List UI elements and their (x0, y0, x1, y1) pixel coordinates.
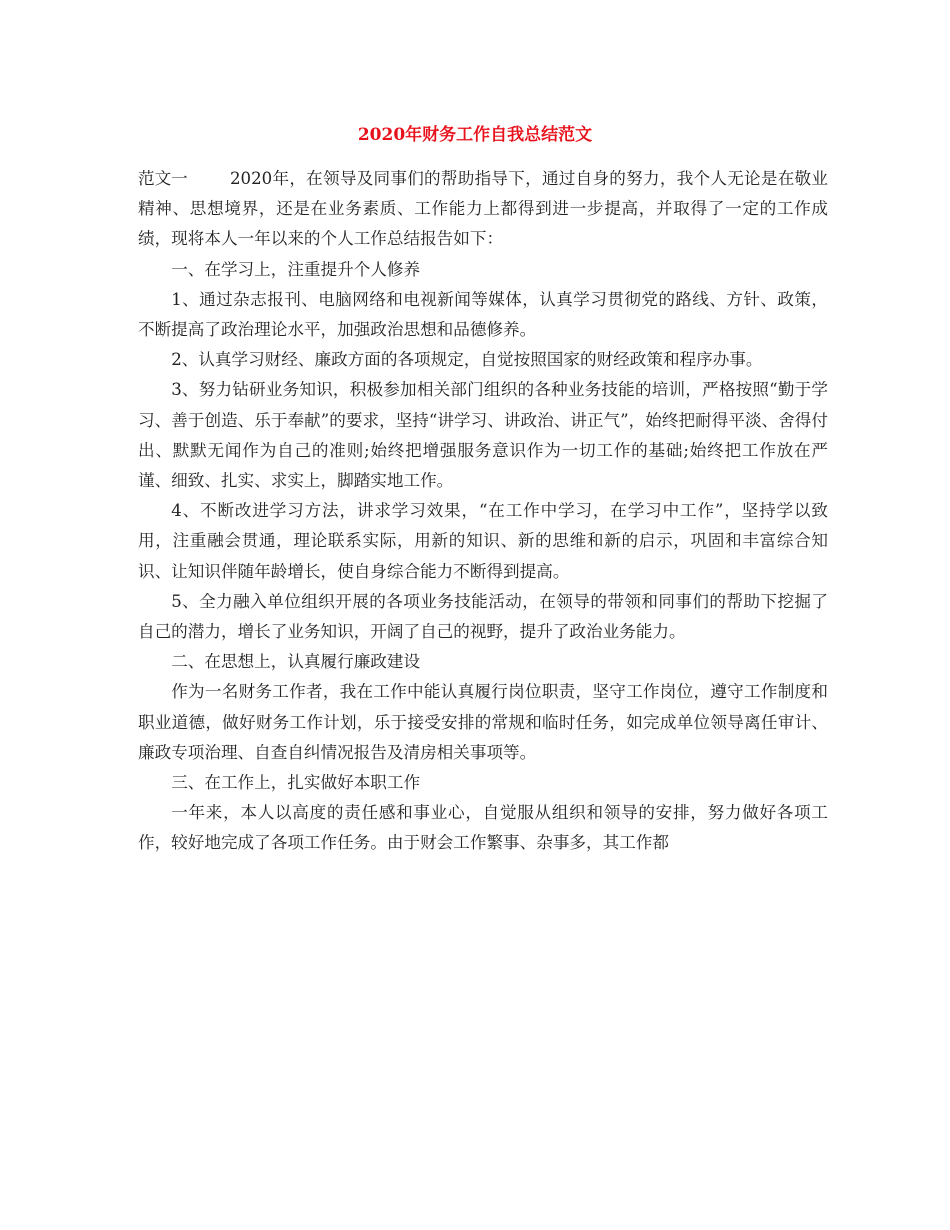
paragraph-1: 1、通过杂志报刊、电脑网络和电视新闻等媒体，认真学习贯彻党的路线、方针、政策，不断提高了政治理论水平，加强政治思想和品德修养。 (138, 289, 828, 340)
document-body (138, 164, 828, 859)
section-heading-1: 一、在学习上，注重提升个人修养 (171, 259, 421, 279)
document-title: 2020年财务工作自我总结范文 (357, 125, 593, 145)
paragraph-4: 4、不断改进学习方法，讲求学习效果，“在工作中学习，在学习中工作”，坚持学以致用，注重融会贯通，理论联系实际，用新的知识、新的思维和新的启示，巩固和丰富综合知识、让知识伴随年龄增长，使自身综合能力不断得到提高。 (138, 501, 828, 581)
intro-label: 范文一 (138, 169, 188, 188)
paragraph-3: 3、努力钻研业务知识，积极参加相关部门组织的各种业务技能的培训，严格按照“勤于学习、善于创造、乐于奉献”的要求，坚持“讲学习、讲政治、讲正气”，始终把耐得平淡、舍得付出、默默无闻作为自己的准则;始终把增强服务意识作为一切工作的基础;始终把工作放在严谨、细致、扎实、求实上，脚踏实地工作。 (138, 380, 828, 491)
section-heading-3: 三、在工作上，扎实做好本职工作 (171, 773, 421, 793)
paragraph-6: 作为一名财务工作者，我在工作中能认真履行岗位职责，坚守工作岗位，遵守工作制度和职业道德，做好财务工作计划，乐于接受安排的常规和临时任务，如完成单位领导离任审计、廉政专项治理、自查自纠情况报告及清房相关事项等。 (138, 682, 828, 762)
paragraph-5: 5、全力融入单位组织开展的各项业务技能活动，在领导的带领和同事们的帮助下挖掘了自己的潜力，增长了业务知识，开阔了自己的视野，提升了政治业务能力。 (138, 591, 828, 642)
paragraph-2: 2、认真学习财经、廉政方面的各项规定，自觉按照国家的财经政策和程序办事。 (171, 350, 763, 370)
section-heading-2: 二、在思想上，认真履行廉政建设 (171, 652, 421, 672)
intro-paragraph (138, 164, 828, 255)
paragraph-7: 一年来，本人以高度的责任感和事业心，自觉服从组织和领导的安排，努力做好各项工作，较好地完成了各项工作任务。由于财会工作繁事、杂事多，其工作都 (138, 803, 828, 853)
intro-text: 2020年，在领导及同事们的帮助指导下，通过自身的努力，我个人无论是在敬业精神、思想境界，还是在业务素质、工作能力上都得到进一步提高，并取得了一定的工作成绩，现将本人一年以来的个人工作总结报告如下： (138, 169, 828, 249)
